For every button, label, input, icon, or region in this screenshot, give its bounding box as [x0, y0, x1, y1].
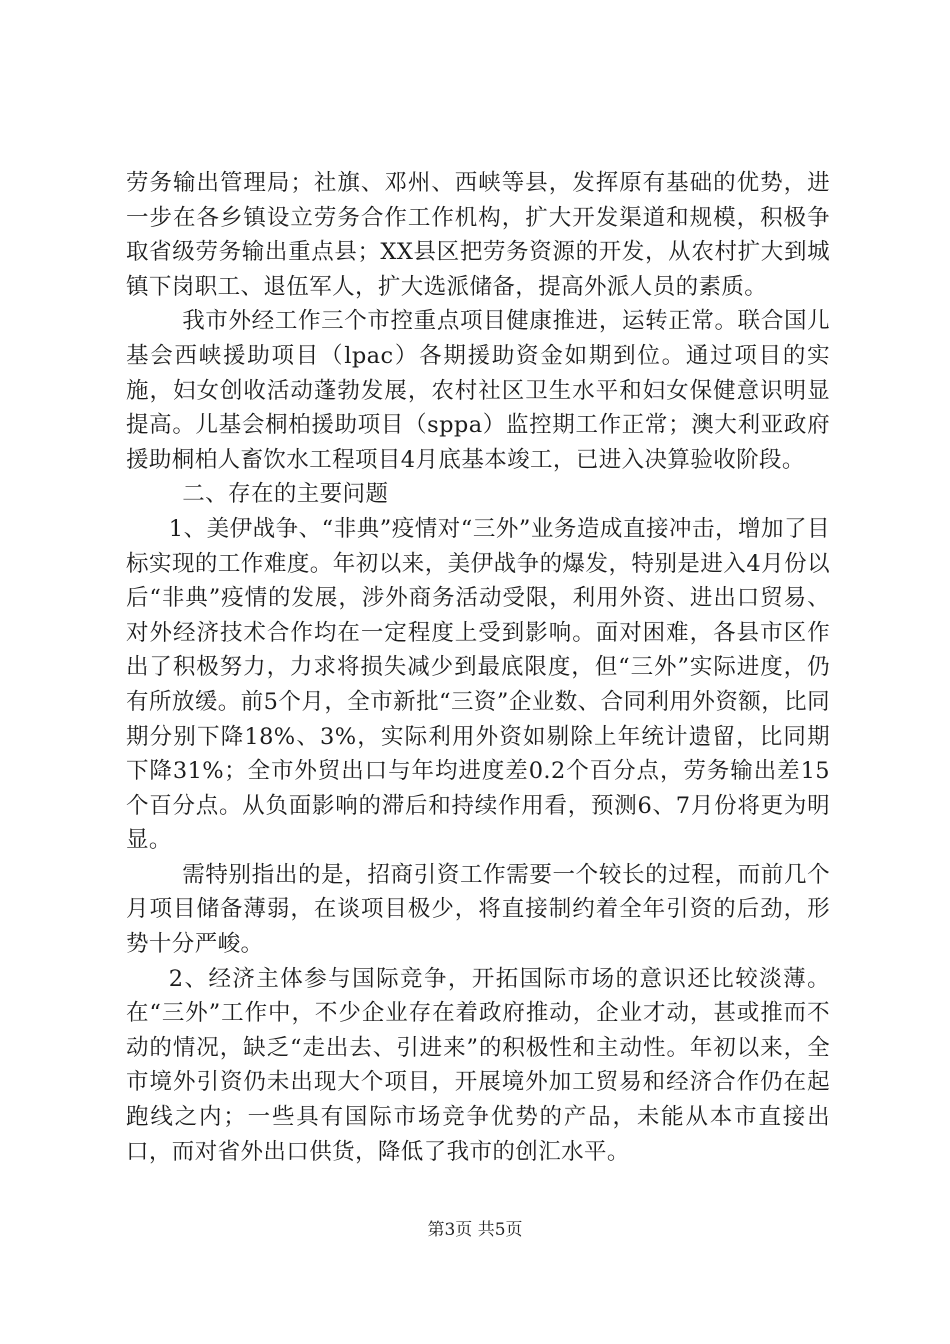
section-heading-main-problems: 二、存在的主要问题: [182, 481, 389, 508]
document-body: [126, 166, 830, 1169]
paragraph-problem-1: 1、美伊战争、“非典”疫情对“三外”业务造成直接冲击，增加了目标实现的工作难度。年初以来，美伊战争的爆发，特别是进入4月份以后“非典”疫情的发展，涉外商务活动受限，利用外资、进出口贸易、对外经济技术合作均在一定程度上受到影响。面对困难，各县市区作出了积极努力，力求将损失减少到最底限度，但“三外”实际进度，仍有所放缓。前5个月，全市新批“三资”企业数、合同利用外资额，比同期分别下降18%、3%，实际利用外资如剔除上年统计遗留，比同期下降31%；全市外贸出口与年均进度差0.2个百分点，劳务输出差15个百分点。从负面影响的滞后和持续作用看，预测6、7月份将更为明显。: [126, 515, 830, 854]
page-number-footer: 第3页 共5页: [427, 1220, 523, 1240]
paragraph-investment-note: 需特别指出的是，招商引资工作需要一个较长的过程，而前几个月项目储备薄弱，在谈项目极少，将直接制约着全年引资的后劲，形势十分严峻。: [126, 861, 830, 958]
paragraph-problem-2: 2、经济主体参与国际竞争，开拓国际市场的意识还比较淡薄。在“三外”工作中，不少企业存在着政府推动，企业才动，甚或推而不动的情况，缺乏“走出去、引进来”的积极性和主动性。年初以来，全市境外引资仍未出现大个项目，开展境外加工贸易和经济合作仍在起跑线之内；一些具有国际市场竞争优势的产品，未能从本市直接出口，而对省外出口供货，降低了我市的创汇水平。: [126, 965, 830, 1165]
paragraph-labor-export: 劳务输出管理局；社旗、邓州、西峡等县，发挥原有基础的优势，进一步在各乡镇设立劳务合作工作机构，扩大开发渠道和规模，积极争取省级劳务输出重点县；XX县区把劳务资源的开发，从农村扩大到城镇下岗职工、退伍军人，扩大选派储备，提高外派人员的素质。: [126, 170, 830, 300]
paragraph-key-projects: 我市外经工作三个市控重点项目健康推进，运转正常。联合国儿基会西峡援助项目（lpac）各期援助资金如期到位。通过项目的实施，妇女创收活动蓬勃发展，农村社区卫生水平和妇女保健意识明显提高。儿基会桐柏援助项目（sppa）监控期工作正常；澳大利亚政府援助桐柏人畜饮水工程项目4月底基本竣工，已进入决算验收阶段。: [126, 308, 830, 473]
